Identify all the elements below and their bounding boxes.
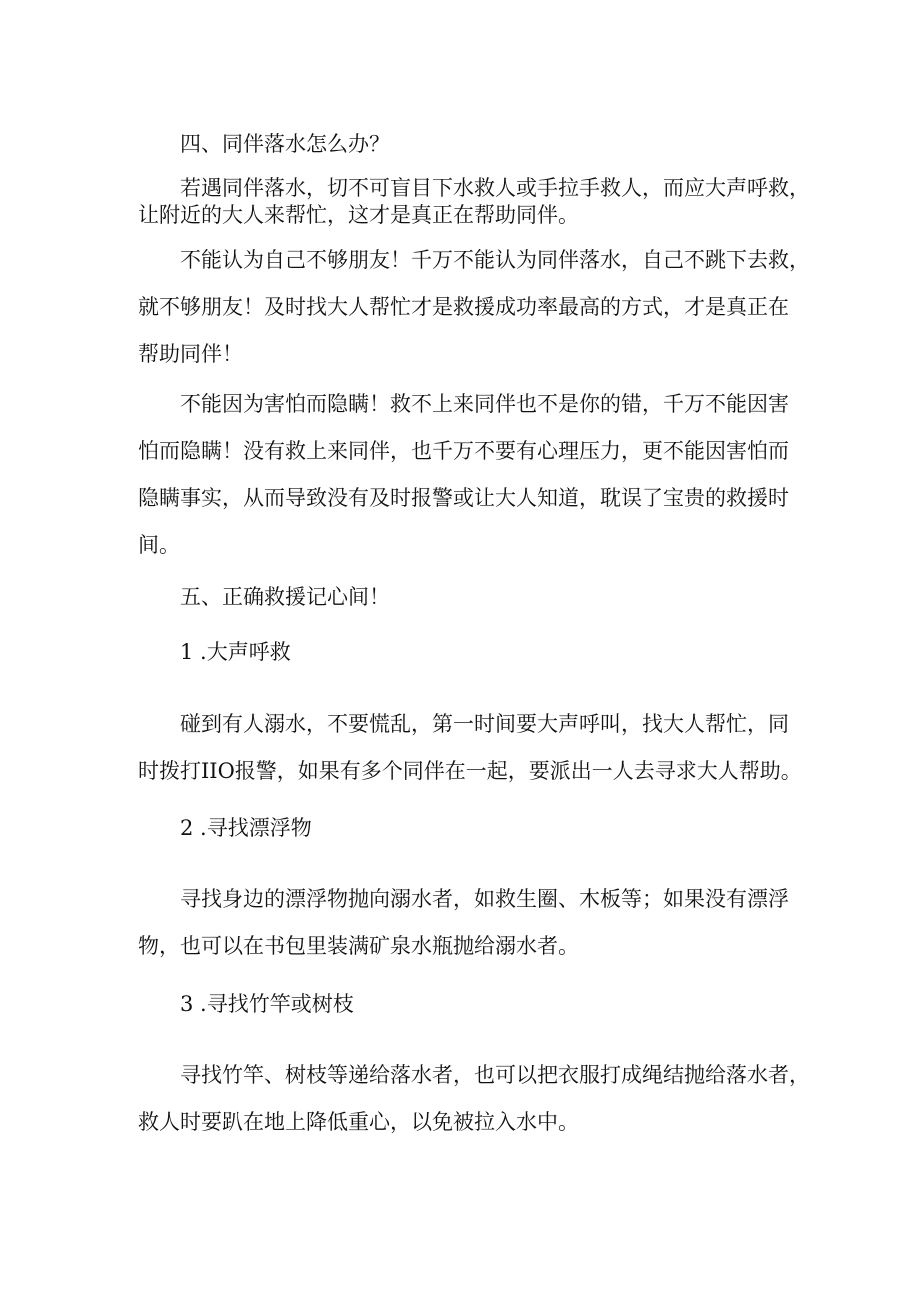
- item-3-body-line-1: 寻找竹竿、树枝等递给落水者，也可以把衣服打成绳结抛给落水者，: [180, 1063, 810, 1087]
- paragraph-1-line-2: 让附近的大人来帮忙，这才是真正在帮助同伴。: [138, 203, 579, 227]
- item-2-body-line-2: 物，也可以在书包里装满矿泉水瓶抛给溺水者。: [138, 934, 579, 958]
- item-1-body-line-1: 碰到有人溺水，不要慌乱，第一时间要大声呼叫，找大人帮忙，同: [180, 712, 789, 736]
- paragraph-3-line-1: 不能因为害怕而隐瞒！救不上来同伴也不是你的错，千万不能因害: [180, 392, 789, 416]
- item-1-title: 1 .大声呼救: [180, 640, 291, 664]
- item-2-title: 2 .寻找漂浮物: [180, 816, 312, 840]
- item-1-body-line-2: 时拨打IIO报警，如果有多个同伴在一起，要派出一人去寻求大人帮助。: [138, 759, 802, 783]
- item-3-title: 3 .寻找竹竿或树枝: [180, 992, 354, 1016]
- item-2-body-line-1: 寻找身边的漂浮物抛向溺水者，如救生圈、木板等；如果没有漂浮: [180, 887, 789, 911]
- paragraph-3-line-4: 间。: [138, 533, 180, 557]
- section-heading-4: 四、同伴落水怎么办？: [180, 132, 390, 156]
- paragraph-2-line-2: 就不够朋友！及时找大人帮忙才是救援成功率最高的方式，才是真正在: [138, 295, 789, 319]
- paragraph-2-line-3: 帮助同伴！: [138, 342, 243, 366]
- paragraph-2-line-1: 不能认为自己不够朋友！千万不能认为同伴落水，自己不跳下去救，: [180, 248, 810, 272]
- section-heading-5: 五、正确救援记心间！: [180, 585, 390, 609]
- paragraph-3-line-3: 隐瞒事实，从而导致没有及时报警或让大人知道，耽误了宝贵的救援时: [138, 486, 789, 510]
- item-3-body-line-2: 救人时要趴在地上降低重心，以免被拉入水中。: [138, 1110, 579, 1134]
- paragraph-3-line-2: 怕而隐瞒！没有救上来同伴，也千万不要有心理压力，更不能因害怕而: [138, 439, 789, 463]
- paragraph-1-line-1: 若遇同伴落水，切不可盲目下水救人或手拉手救人，而应大声呼救，: [180, 176, 810, 200]
